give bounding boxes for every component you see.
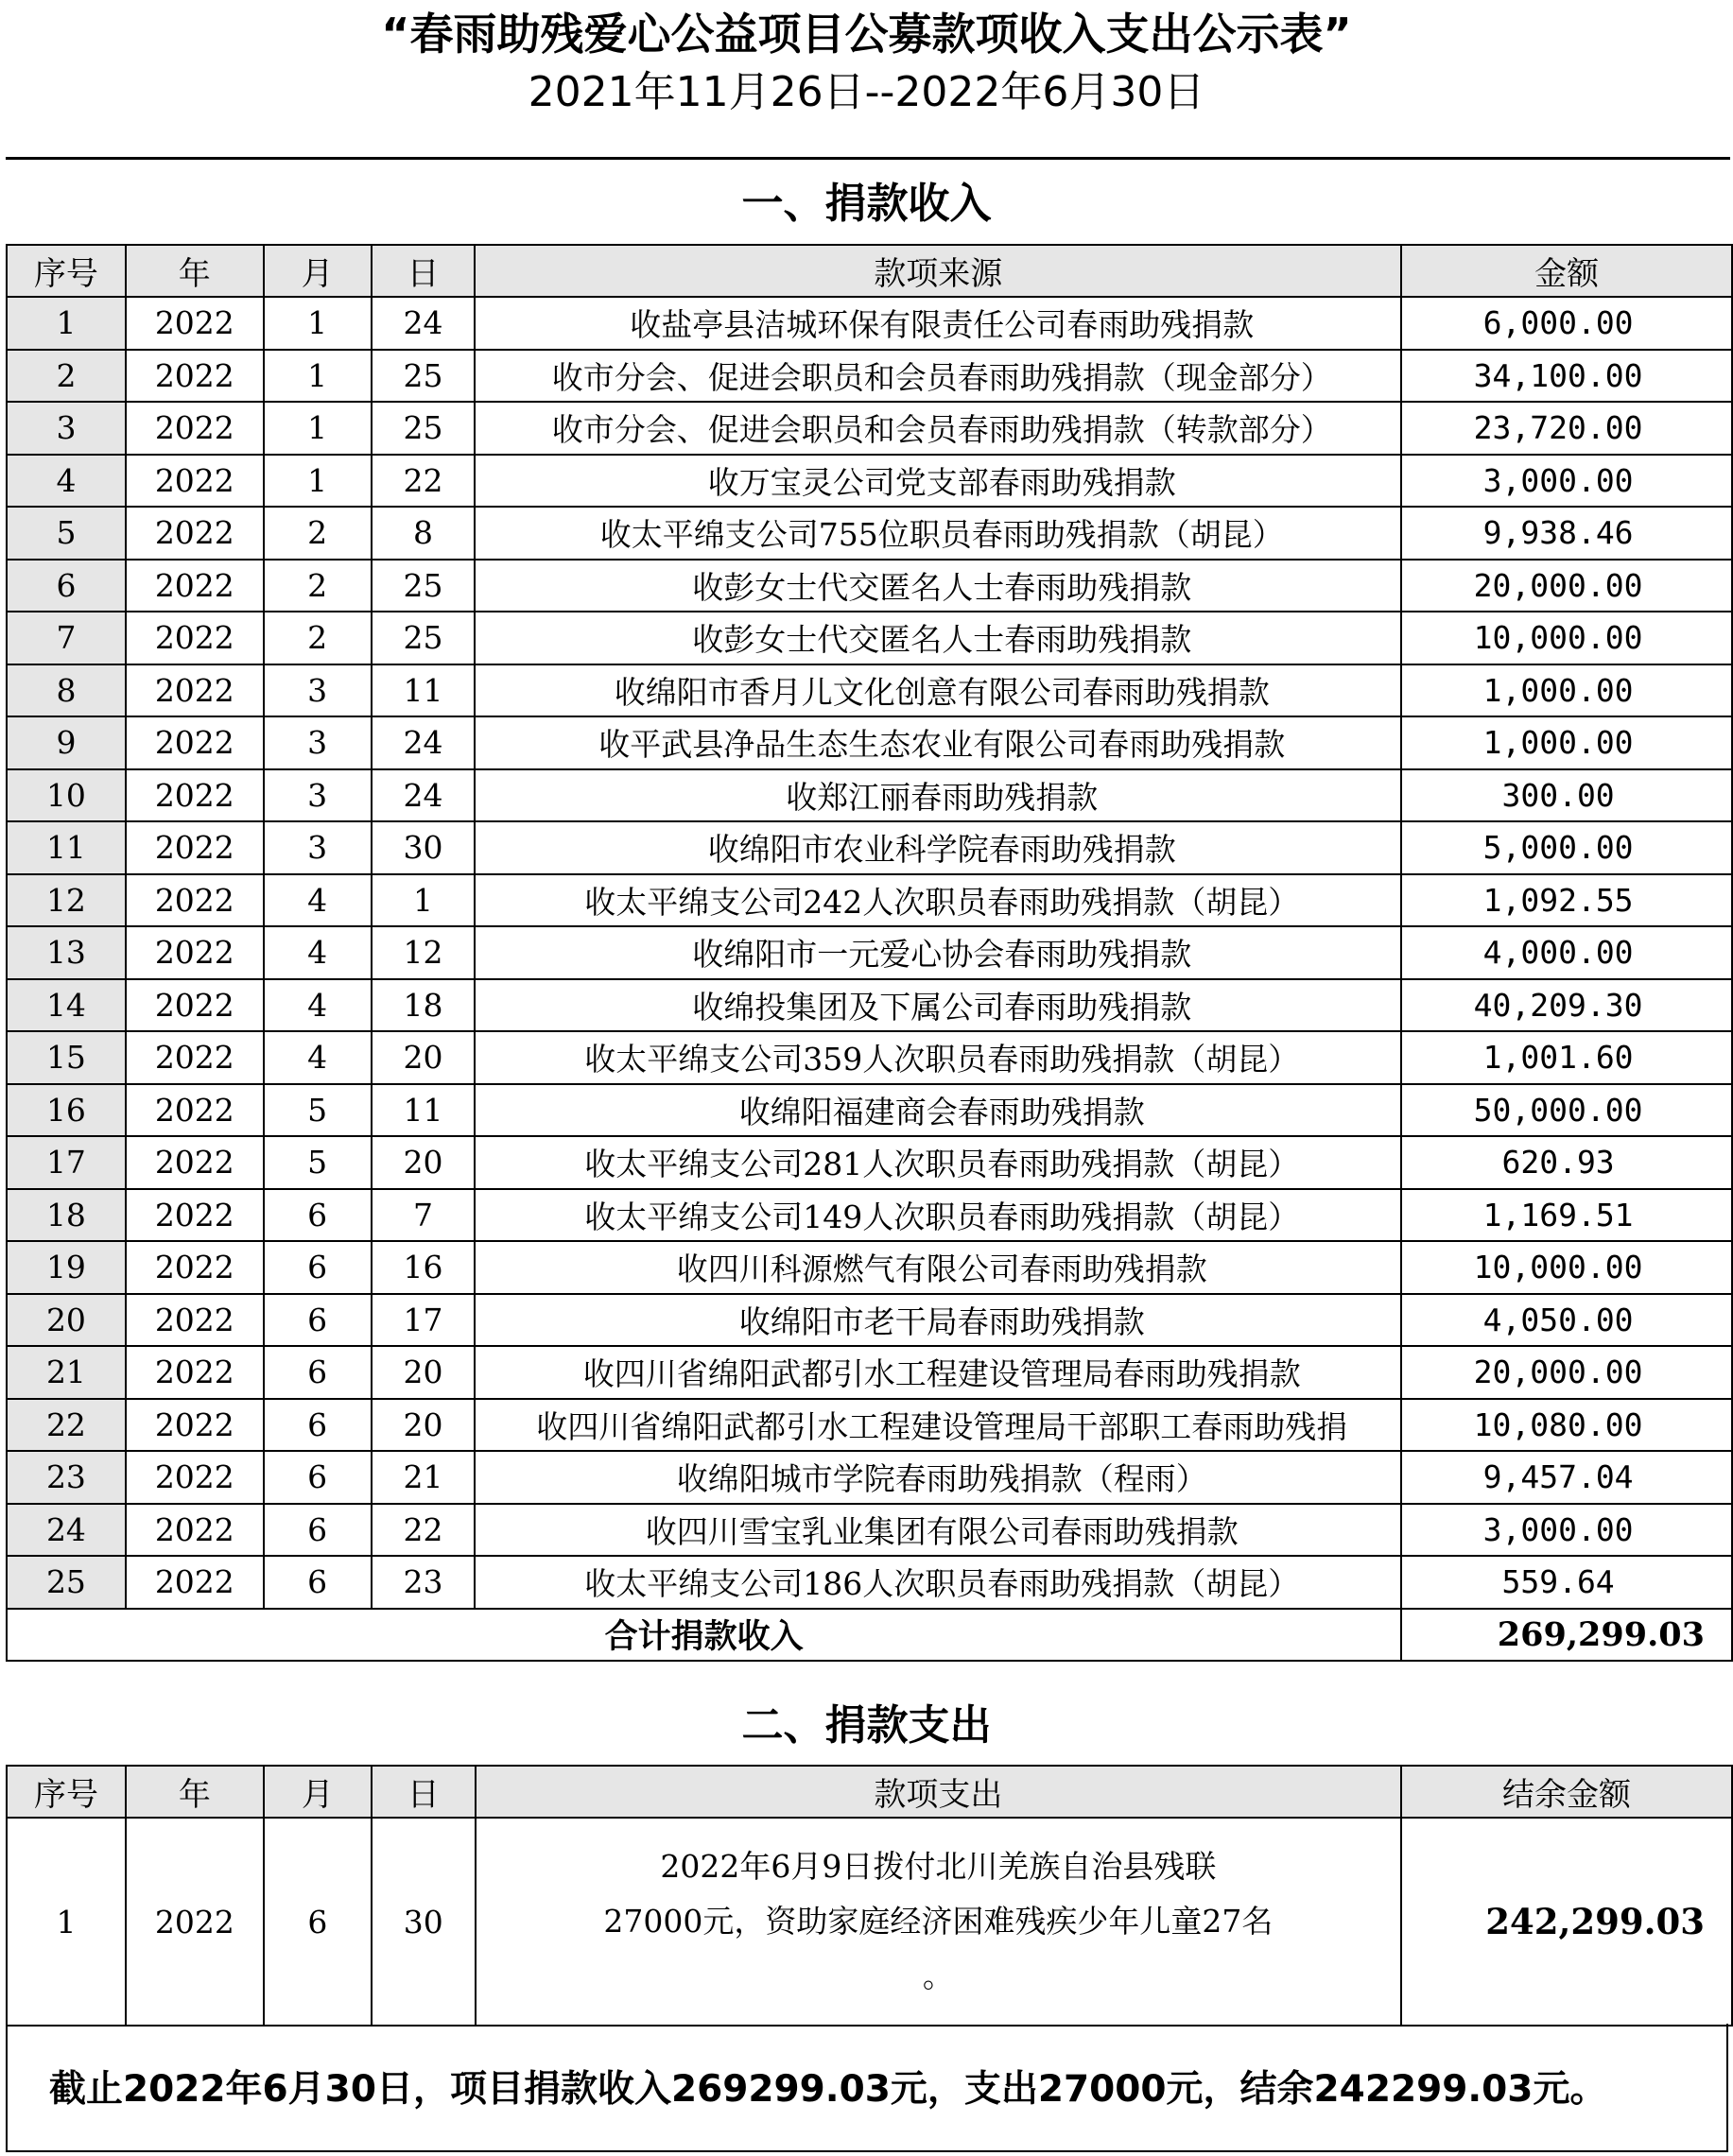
row-seq: 22 (7, 1399, 126, 1452)
row-year: 2022 (126, 297, 264, 350)
row-day: 20 (372, 1031, 476, 1084)
row-day: 21 (372, 1451, 476, 1504)
row-seq: 24 (7, 1504, 126, 1557)
row-day: 22 (372, 455, 476, 508)
row-year: 2022 (126, 455, 264, 508)
row-month: 6 (264, 1556, 372, 1609)
expense-month: 6 (264, 1818, 372, 2026)
row-seq: 20 (7, 1294, 126, 1347)
row-amount: 3,000.00 (1401, 455, 1732, 508)
row-seq: 17 (7, 1136, 126, 1189)
row-year: 2022 (126, 769, 264, 822)
row-day: 1 (372, 874, 476, 927)
income-section-title: 一、捐款收入 (741, 180, 992, 228)
row-source: 收郑江丽春雨助残捐款 (475, 769, 1401, 822)
row-seq: 19 (7, 1241, 126, 1294)
table-row (7, 1136, 1732, 1189)
table-row (7, 1031, 1732, 1084)
table-row (7, 874, 1732, 927)
table-row (7, 507, 1732, 560)
row-source: 收四川雪宝乳业集团有限公司春雨助残捐款 (475, 1504, 1401, 1557)
table-row (7, 1294, 1732, 1347)
expense-description-line1: 2022年6月9日拨付北川羌族自治县残联 (660, 1848, 1217, 1885)
row-day: 12 (372, 926, 476, 979)
row-month: 6 (264, 1189, 372, 1242)
row-day: 25 (372, 402, 476, 455)
row-year: 2022 (126, 560, 264, 612)
row-year: 2022 (126, 1031, 264, 1084)
row-source: 收绵阳福建商会春雨助残捐款 (475, 1084, 1401, 1137)
row-seq: 6 (7, 560, 126, 612)
row-day: 30 (372, 821, 476, 874)
row-day: 11 (372, 664, 476, 717)
row-amount: 300.00 (1401, 769, 1732, 822)
row-seq: 7 (7, 612, 126, 664)
col-seq-header: 序号 (7, 1766, 126, 1818)
income-total-row (7, 1609, 1732, 1661)
row-year: 2022 (126, 1346, 264, 1399)
row-day: 25 (372, 612, 476, 664)
row-source: 收太平绵支公司755位职员春雨助残捐款（胡昆） (475, 507, 1401, 560)
row-seq: 3 (7, 402, 126, 455)
row-amount: 4,050.00 (1401, 1294, 1732, 1347)
row-seq: 23 (7, 1451, 126, 1504)
row-amount: 9,938.46 (1401, 507, 1732, 560)
row-source: 收绵阳市一元爱心协会春雨助残捐款 (475, 926, 1401, 979)
row-day: 11 (372, 1084, 476, 1137)
row-seq: 25 (7, 1556, 126, 1609)
income-total-amount: 269,299.03 (1401, 1609, 1732, 1661)
row-amount: 1,092.55 (1401, 874, 1732, 927)
row-amount: 20,000.00 (1401, 560, 1732, 612)
row-month: 3 (264, 716, 372, 769)
expense-section-title: 二、捐款支出 (741, 1701, 992, 1750)
row-amount: 1,000.00 (1401, 664, 1732, 717)
col-year-header: 年 (126, 1766, 264, 1818)
col-expense-header: 款项支出 (476, 1766, 1401, 1818)
row-source: 收太平绵支公司242人次职员春雨助残捐款（胡昆） (475, 874, 1401, 927)
expense-table (6, 1765, 1733, 2027)
row-seq: 18 (7, 1189, 126, 1242)
row-month: 3 (264, 821, 372, 874)
page-title: “春雨助残爱心公益项目公募款项收入支出公示表” (381, 9, 1352, 60)
row-amount: 3,000.00 (1401, 1504, 1732, 1557)
expense-description-line3: 。 (922, 1958, 954, 1994)
table-row (7, 664, 1732, 717)
row-month: 4 (264, 979, 372, 1032)
row-year: 2022 (126, 874, 264, 927)
row-amount: 9,457.04 (1401, 1451, 1732, 1504)
row-month: 1 (264, 297, 372, 350)
row-year: 2022 (126, 1189, 264, 1242)
row-month: 6 (264, 1451, 372, 1504)
col-month-header: 月 (264, 1766, 372, 1818)
row-seq: 21 (7, 1346, 126, 1399)
row-day: 7 (372, 1189, 476, 1242)
table-row (7, 979, 1732, 1032)
row-year: 2022 (126, 821, 264, 874)
col-balance-header: 结余金额 (1401, 1766, 1732, 1818)
row-seq: 16 (7, 1084, 126, 1137)
row-source: 收市分会、促进会职员和会员春雨助残捐款（转款部分） (475, 402, 1401, 455)
row-seq: 9 (7, 716, 126, 769)
row-amount: 1,001.60 (1401, 1031, 1732, 1084)
row-day: 24 (372, 716, 476, 769)
row-source: 收四川省绵阳武都引水工程建设管理局春雨助残捐款 (475, 1346, 1401, 1399)
row-month: 5 (264, 1136, 372, 1189)
row-seq: 8 (7, 664, 126, 717)
row-day: 16 (372, 1241, 476, 1294)
income-total-label: 合计捐款收入 (7, 1609, 1401, 1661)
col-day-header: 日 (372, 245, 476, 297)
row-seq: 15 (7, 1031, 126, 1084)
table-row (7, 402, 1732, 455)
row-seq: 4 (7, 455, 126, 508)
row-year: 2022 (126, 1451, 264, 1504)
row-amount: 34,100.00 (1401, 350, 1732, 403)
row-source: 收平武县净品生态生态农业有限公司春雨助残捐款 (475, 716, 1401, 769)
row-amount: 50,000.00 (1401, 1084, 1732, 1137)
col-month-header: 月 (264, 245, 372, 297)
row-seq: 1 (7, 297, 126, 350)
table-row (7, 297, 1732, 350)
row-amount: 1,000.00 (1401, 716, 1732, 769)
row-seq: 10 (7, 769, 126, 822)
row-amount: 10,000.00 (1401, 612, 1732, 664)
row-source: 收绵阳市香月儿文化创意有限公司春雨助残捐款 (475, 664, 1401, 717)
row-year: 2022 (126, 979, 264, 1032)
row-source: 收万宝灵公司党支部春雨助残捐款 (475, 455, 1401, 508)
row-month: 4 (264, 926, 372, 979)
row-source: 收四川科源燃气有限公司春雨助残捐款 (475, 1241, 1401, 1294)
row-month: 3 (264, 769, 372, 822)
row-amount: 5,000.00 (1401, 821, 1732, 874)
row-month: 6 (264, 1504, 372, 1557)
table-row (7, 716, 1732, 769)
row-amount: 6,000.00 (1401, 297, 1732, 350)
row-source: 收绵阳城市学院春雨助残捐款（程雨） (475, 1451, 1401, 1504)
row-amount: 620.93 (1401, 1136, 1732, 1189)
row-month: 6 (264, 1346, 372, 1399)
row-source: 收太平绵支公司281人次职员春雨助残捐款（胡昆） (475, 1136, 1401, 1189)
table-row (7, 560, 1732, 612)
row-source: 收太平绵支公司186人次职员春雨助残捐款（胡昆） (475, 1556, 1401, 1609)
row-day: 20 (372, 1136, 476, 1189)
row-day: 17 (372, 1294, 476, 1347)
table-row (7, 1189, 1732, 1242)
row-month: 3 (264, 664, 372, 717)
row-source: 收四川省绵阳武都引水工程建设管理局干部职工春雨助残捐 (475, 1399, 1401, 1452)
col-day-header: 日 (372, 1766, 476, 1818)
row-month: 1 (264, 402, 372, 455)
row-source: 收盐亭县洁城环保有限责任公司春雨助残捐款 (475, 297, 1401, 350)
row-amount: 10,000.00 (1401, 1241, 1732, 1294)
row-seq: 13 (7, 926, 126, 979)
col-source-header: 款项来源 (475, 245, 1401, 297)
row-year: 2022 (126, 612, 264, 664)
row-source: 收彭女士代交匿名人士春雨助残捐款 (475, 612, 1401, 664)
income-table (6, 244, 1733, 1662)
row-day: 24 (372, 297, 476, 350)
row-day: 8 (372, 507, 476, 560)
row-day: 24 (372, 769, 476, 822)
col-year-header: 年 (126, 245, 264, 297)
row-day: 22 (372, 1504, 476, 1557)
row-source: 收太平绵支公司359人次职员春雨助残捐款（胡昆） (475, 1031, 1401, 1084)
table-row (7, 769, 1732, 822)
row-seq: 12 (7, 874, 126, 927)
row-amount: 1,169.51 (1401, 1189, 1732, 1242)
expense-seq: 1 (7, 1818, 126, 2026)
table-row (7, 1504, 1732, 1557)
row-month: 2 (264, 612, 372, 664)
title-rule (6, 157, 1730, 160)
table-row (7, 1451, 1732, 1504)
row-amount: 10,080.00 (1401, 1399, 1732, 1452)
row-day: 18 (372, 979, 476, 1032)
row-amount: 4,000.00 (1401, 926, 1732, 979)
row-source: 收绵阳市农业科学院春雨助残捐款 (475, 821, 1401, 874)
row-year: 2022 (126, 1084, 264, 1137)
table-row (7, 1346, 1732, 1399)
col-seq-header: 序号 (7, 245, 126, 297)
table-row (7, 1241, 1732, 1294)
table-row (7, 612, 1732, 664)
expense-year: 2022 (126, 1818, 264, 2026)
row-seq: 5 (7, 507, 126, 560)
row-year: 2022 (126, 1294, 264, 1347)
row-month: 2 (264, 560, 372, 612)
table-row (7, 926, 1732, 979)
page-period: 2021年11月26日--2022年6月30日 (528, 68, 1205, 116)
expense-description-line2: 27000元，资助家庭经济困难残疾少年儿童27名 (603, 1903, 1274, 1940)
row-source: 收太平绵支公司149人次职员春雨助残捐款（胡昆） (475, 1189, 1401, 1242)
row-month: 4 (264, 874, 372, 927)
row-year: 2022 (126, 1136, 264, 1189)
row-month: 6 (264, 1399, 372, 1452)
row-month: 4 (264, 1031, 372, 1084)
row-month: 1 (264, 455, 372, 508)
row-day: 23 (372, 1556, 476, 1609)
row-day: 20 (372, 1346, 476, 1399)
row-seq: 2 (7, 350, 126, 403)
table-row (7, 1084, 1732, 1137)
table-row (7, 350, 1732, 403)
row-amount: 559.64 (1401, 1556, 1732, 1609)
row-amount: 40,209.30 (1401, 979, 1732, 1032)
row-month: 6 (264, 1241, 372, 1294)
expense-header-row (7, 1766, 1732, 1818)
expense-day: 30 (372, 1818, 476, 2026)
row-source: 收市分会、促进会职员和会员春雨助残捐款（现金部分） (475, 350, 1401, 403)
expense-balance: 242,299.03 (1401, 1818, 1732, 2026)
row-day: 20 (372, 1399, 476, 1452)
row-source: 收绵阳市老干局春雨助残捐款 (475, 1294, 1401, 1347)
row-year: 2022 (126, 926, 264, 979)
row-amount: 23,720.00 (1401, 402, 1732, 455)
row-year: 2022 (126, 1399, 264, 1452)
row-source: 收绵投集团及下属公司春雨助残捐款 (475, 979, 1401, 1032)
row-year: 2022 (126, 664, 264, 717)
row-year: 2022 (126, 402, 264, 455)
row-year: 2022 (126, 1556, 264, 1609)
row-year: 2022 (126, 1504, 264, 1557)
row-day: 25 (372, 560, 476, 612)
expense-row (7, 1818, 1732, 2026)
row-month: 1 (264, 350, 372, 403)
expense-description (476, 1818, 1401, 2026)
summary-text: 截止2022年6月30日，项目捐款收入269299.03元，支出27000元，结余242299.03元。 (49, 2068, 1607, 2111)
row-seq: 14 (7, 979, 126, 1032)
row-month: 6 (264, 1294, 372, 1347)
row-year: 2022 (126, 507, 264, 560)
row-seq: 11 (7, 821, 126, 874)
row-month: 5 (264, 1084, 372, 1137)
row-year: 2022 (126, 1241, 264, 1294)
table-row (7, 821, 1732, 874)
table-row (7, 1556, 1732, 1609)
row-source: 收彭女士代交匿名人士春雨助残捐款 (475, 560, 1401, 612)
table-row (7, 1399, 1732, 1452)
row-year: 2022 (126, 350, 264, 403)
income-header-row (7, 245, 1732, 297)
row-year: 2022 (126, 716, 264, 769)
row-amount: 20,000.00 (1401, 1346, 1732, 1399)
col-amount-header: 金额 (1401, 245, 1732, 297)
row-day: 25 (372, 350, 476, 403)
table-row (7, 455, 1732, 508)
row-month: 2 (264, 507, 372, 560)
